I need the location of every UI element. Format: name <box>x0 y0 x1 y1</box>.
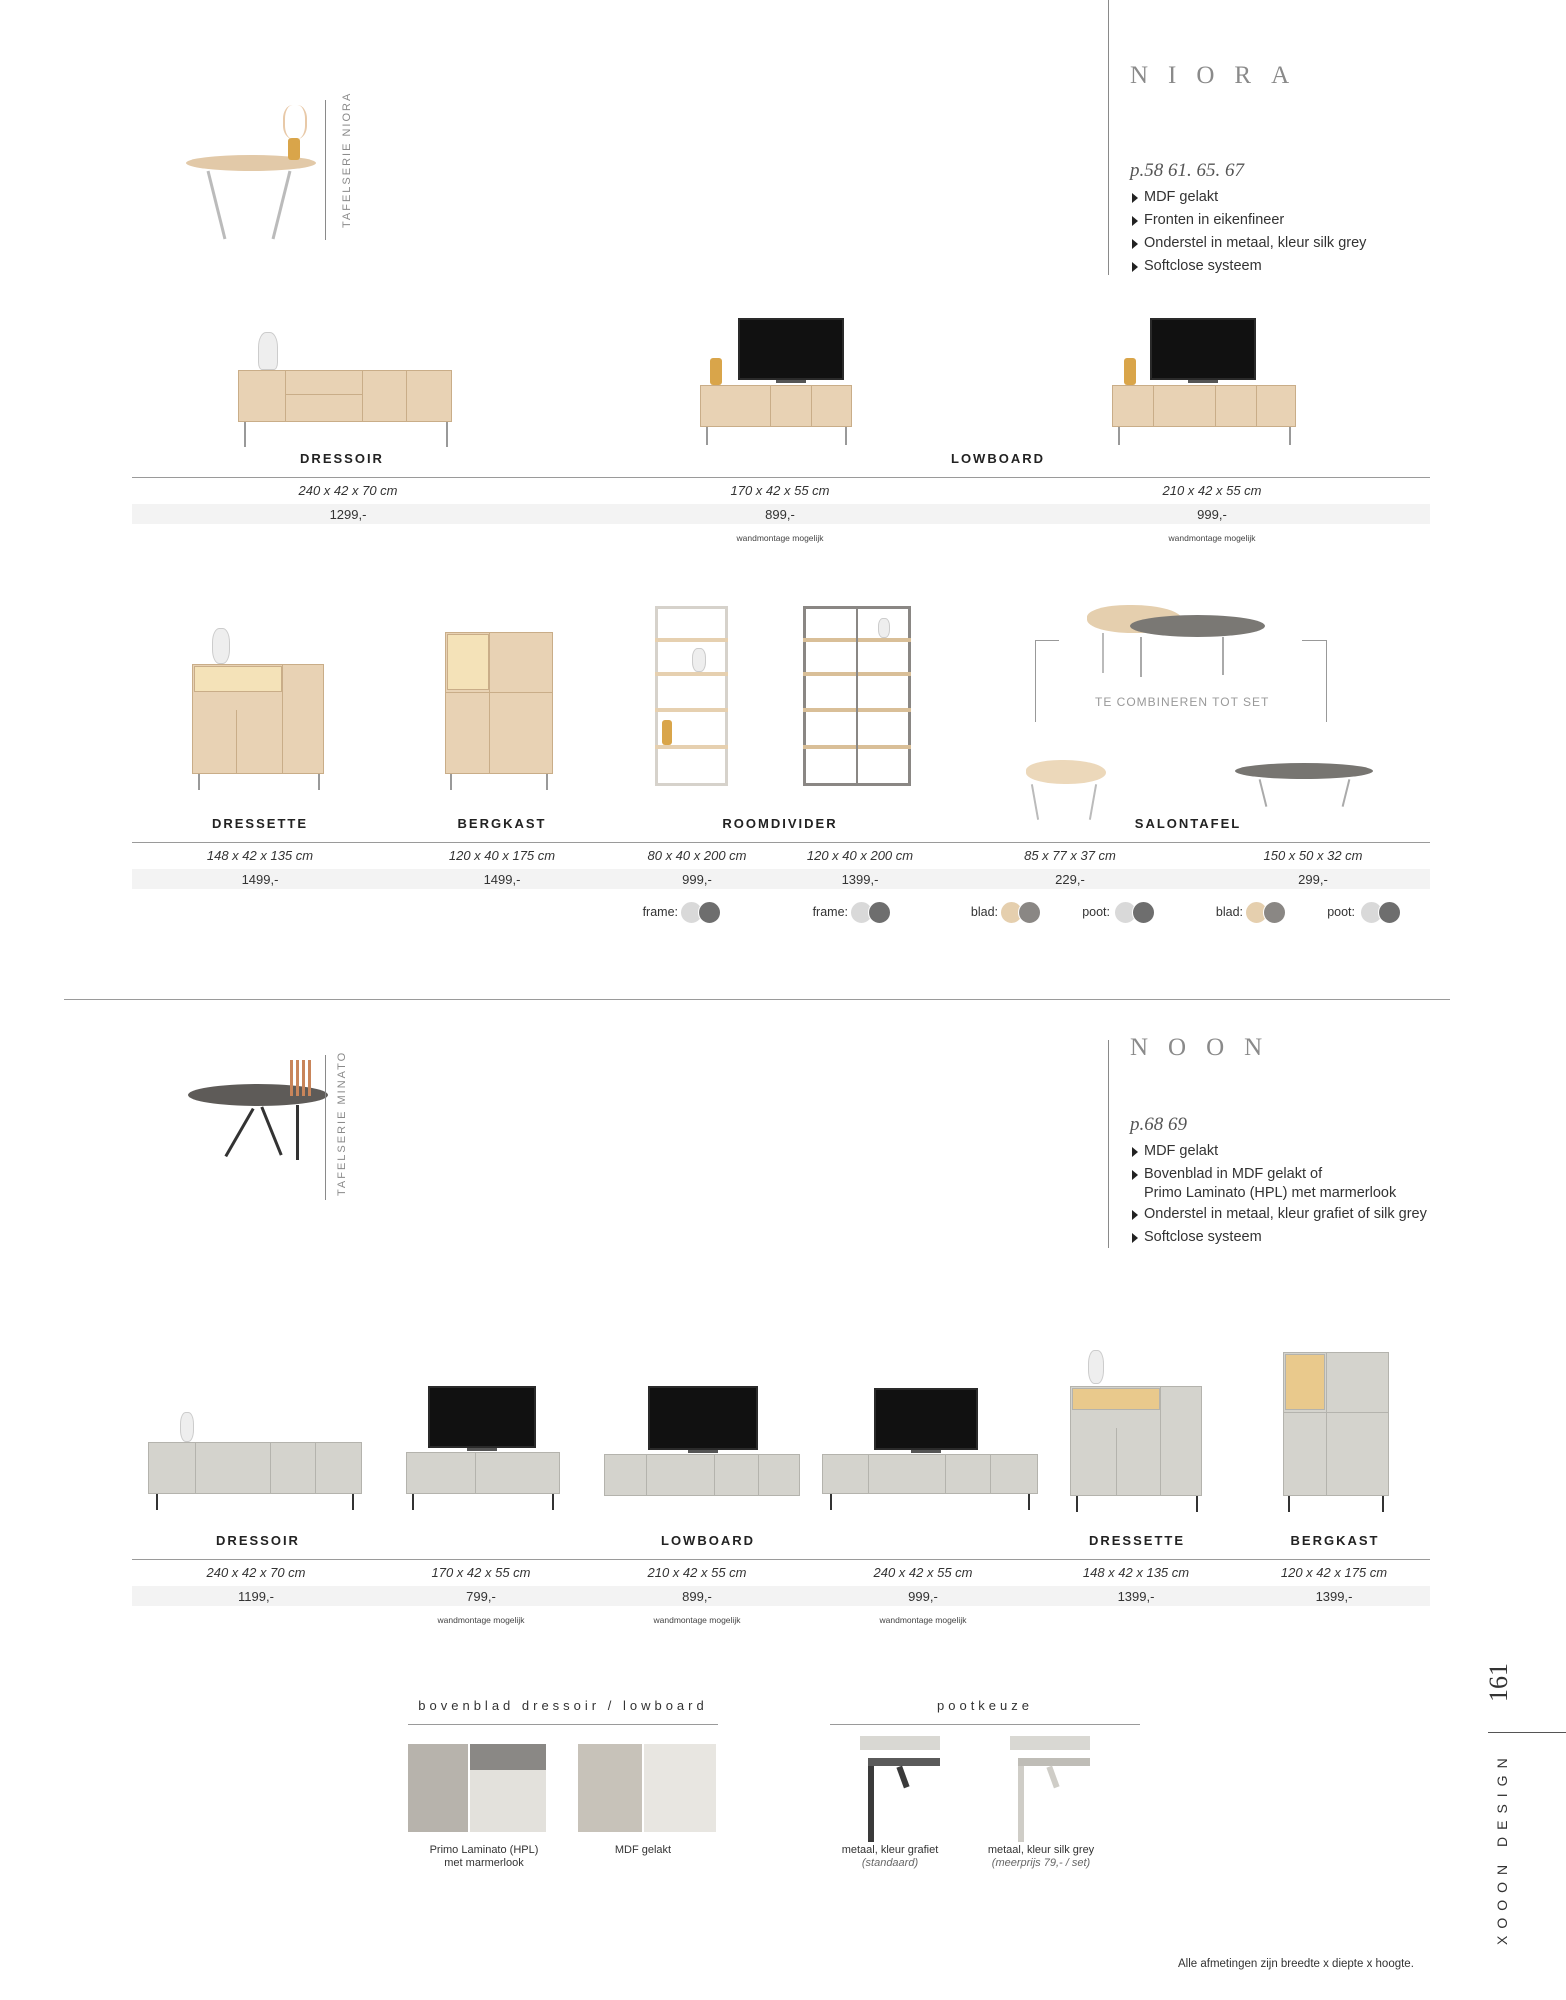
dimension: 120 x 42 x 175 cm <box>1280 1565 1388 1580</box>
combine-set-text: TE COMBINEREN TOT SET <box>1095 695 1270 709</box>
hpl-caption <box>408 1844 560 1870</box>
noon-lowboard-label: LOWBOARD <box>661 1533 755 1548</box>
wall-mount-note: wandmontage mogelijk <box>653 1615 741 1625</box>
dimension: 80 x 40 x 200 cm <box>647 848 747 863</box>
price: 1499,- <box>483 872 521 887</box>
caption-line: metaal, kleur grafiet <box>841 1844 939 1856</box>
niora-feature-list <box>1130 186 1366 278</box>
noon-table-series-label: TAFELSERIE MINATO <box>336 1050 348 1196</box>
feature-line: Bovenblad in MDF gelakt of <box>1144 1166 1323 1182</box>
niora-table-series-label: TAFELSERIE NIORA <box>341 91 353 228</box>
noon-feature-list <box>1130 1140 1427 1249</box>
blad-label: blad: <box>970 905 998 919</box>
feature-item <box>1130 1163 1427 1203</box>
leg-option-title: pootkeuze <box>937 1698 1033 1713</box>
grafiet-caption <box>820 1844 960 1870</box>
price: 299,- <box>1298 872 1328 887</box>
dimension: 120 x 40 x 175 cm <box>448 848 556 863</box>
caption-line: (meerprijs 79,- / set) <box>991 1857 1091 1869</box>
wall-mount-note: wandmontage mogelijk <box>1168 533 1256 543</box>
niora-divider-line <box>1108 0 1109 275</box>
dimension: 170 x 42 x 55 cm <box>431 1565 531 1580</box>
feature-item: MDF gelakt <box>1130 186 1366 209</box>
grafiet-leg-sample <box>860 1736 940 1844</box>
caption-line: (standaard) <box>861 1857 919 1869</box>
footer-rule <box>1488 1732 1566 1733</box>
frame-label: frame: <box>812 905 848 919</box>
top-option-rule <box>408 1724 718 1725</box>
table-series-line <box>325 100 326 240</box>
niora-salontafel-label: SALONTAFEL <box>1134 816 1242 831</box>
price: 1499,- <box>241 872 279 887</box>
poot-swatch-dark[interactable] <box>1132 901 1155 924</box>
dimension: 210 x 42 x 55 cm <box>1162 483 1262 498</box>
dimensions-footnote: Alle afmetingen zijn breedte x diepte x hoogte. <box>1178 1958 1414 1970</box>
feature-line: Primo Laminato (HPL) met marmerlook <box>1144 1185 1397 1201</box>
caption-line: metaal, kleur silk grey <box>987 1844 1095 1856</box>
price: 899,- <box>765 507 795 522</box>
feature-item: Onderstel in metaal, kleur silk grey <box>1130 232 1366 255</box>
dimension: 240 x 42 x 70 cm <box>206 1565 306 1580</box>
price: 999,- <box>1197 507 1227 522</box>
price: 999,- <box>682 872 712 887</box>
dimension: 148 x 42 x 135 cm <box>1082 1565 1190 1580</box>
caption-line: Primo Laminato (HPL) <box>429 1844 539 1856</box>
niora-pages: p.58 61. 65. 67 <box>1130 160 1244 181</box>
feature-item: MDF gelakt <box>1130 1140 1427 1163</box>
poot-label: poot: <box>1082 905 1110 919</box>
noon-bergkast-label: BERGKAST <box>1290 1533 1380 1548</box>
blad-label: blad: <box>1215 905 1243 919</box>
noon-pages: p.68 69 <box>1130 1114 1187 1135</box>
brand-name: XOOON DESIGN <box>1494 1751 1510 1945</box>
dimension: 240 x 42 x 70 cm <box>298 483 398 498</box>
price: 899,- <box>682 1589 712 1604</box>
dimension: 120 x 40 x 200 cm <box>806 848 914 863</box>
top-option-title: bovenblad dressoir / lowboard <box>418 1698 708 1713</box>
frame-swatch-dark[interactable] <box>868 901 891 924</box>
poot-label: poot: <box>1327 905 1355 919</box>
price: 799,- <box>466 1589 496 1604</box>
silk-grey-leg-sample <box>1010 1736 1090 1844</box>
dimension: 210 x 42 x 55 cm <box>647 1565 747 1580</box>
page-number: 161 <box>1484 1663 1513 1702</box>
dimension: 170 x 42 x 55 cm <box>730 483 830 498</box>
noon-title: NOON <box>1130 1034 1283 1061</box>
dimension: 148 x 42 x 135 cm <box>206 848 314 863</box>
wall-mount-note: wandmontage mogelijk <box>879 1615 967 1625</box>
table-series-line <box>325 1055 326 1200</box>
wall-mount-note: wandmontage mogelijk <box>736 533 824 543</box>
frame-label: frame: <box>642 905 678 919</box>
feature-item: Softclose systeem <box>1130 1226 1427 1249</box>
noon-row-rule <box>132 1559 1430 1560</box>
price: 1399,- <box>1315 1589 1353 1604</box>
poot-swatch-dark[interactable] <box>1378 901 1401 924</box>
dimension: 240 x 42 x 55 cm <box>873 1565 973 1580</box>
mdf-caption: MDF gelakt <box>614 1844 672 1856</box>
price: 1399,- <box>1117 1589 1155 1604</box>
caption-line: met marmerlook <box>444 1857 524 1869</box>
feature-item: Fronten in eikenfineer <box>1130 209 1366 232</box>
dimension: 85 x 77 x 37 cm <box>1024 848 1116 863</box>
noon-dressoir-label: DRESSOIR <box>216 1533 300 1548</box>
niora-roomdivider-label: ROOMDIVIDER <box>722 816 838 831</box>
price: 1199,- <box>238 1589 274 1604</box>
feature-item: Onderstel in metaal, kleur grafiet of silk grey <box>1130 1203 1427 1226</box>
noon-dressette-label: DRESSETTE <box>1088 1533 1185 1548</box>
niora-dressette-label: DRESSETTE <box>211 816 308 831</box>
niora-title: NIORA <box>1130 62 1310 89</box>
niora-lowboard-label: LOWBOARD <box>951 451 1045 466</box>
price: 229,- <box>1055 872 1085 887</box>
silk-grey-caption <box>966 1844 1116 1870</box>
niora-row2-rule <box>132 842 1430 843</box>
niora-dressoir-label: DRESSOIR <box>300 451 384 466</box>
feature-item: Softclose systeem <box>1130 255 1366 278</box>
noon-divider-line <box>1108 1040 1109 1248</box>
wall-mount-note: wandmontage mogelijk <box>437 1615 525 1625</box>
dimension: 150 x 50 x 32 cm <box>1263 848 1363 863</box>
hpl-marble-sample <box>408 1744 546 1832</box>
section-divider <box>64 999 1450 1000</box>
price: 1299,- <box>329 507 367 522</box>
price: 999,- <box>908 1589 938 1604</box>
niora-bergkast-label: BERGKAST <box>457 816 547 831</box>
price: 1399,- <box>841 872 879 887</box>
frame-swatch-dark[interactable] <box>698 901 721 924</box>
leg-option-rule <box>830 1724 1140 1725</box>
niora-row1-rule <box>132 477 1430 478</box>
mdf-lacquer-sample <box>578 1744 716 1832</box>
